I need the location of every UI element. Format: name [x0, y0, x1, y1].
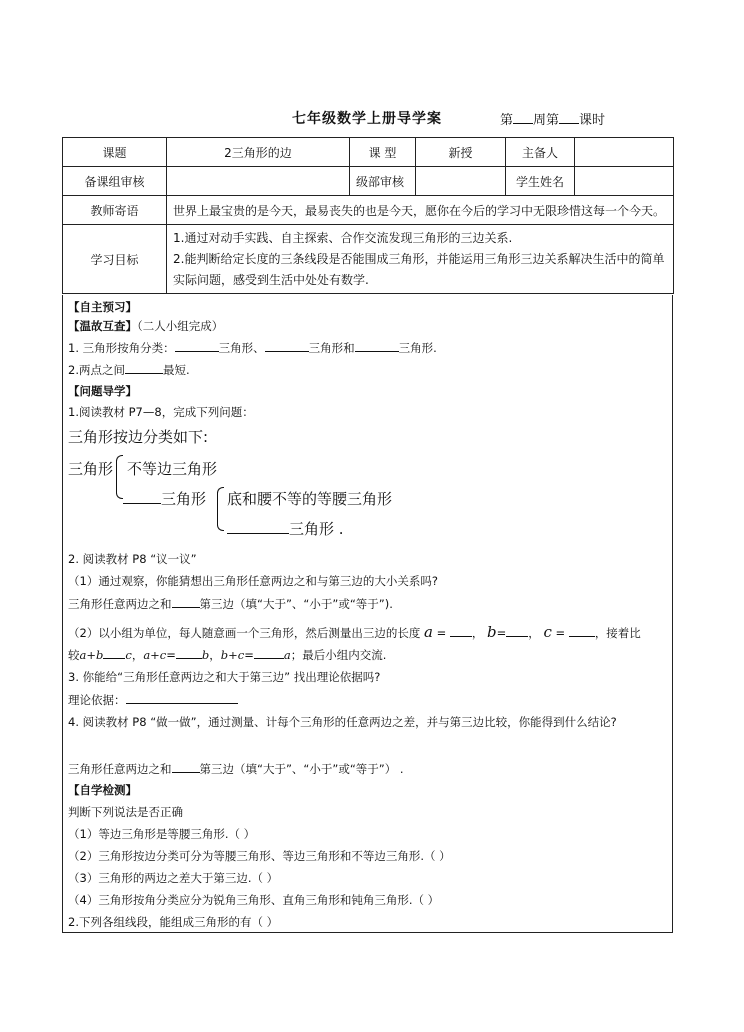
answer-blank[interactable] [172, 760, 200, 773]
section-guide: 【问题导学】 [68, 384, 137, 398]
question-5: 2.下列各组线段，能组成三角形的有（ ） [68, 915, 279, 929]
answer-blank[interactable] [175, 339, 219, 352]
section-preview: 【自主预习】 [68, 300, 137, 314]
goal-2: 2.能判断给定长度的三条线段是否能围成三角形，并能运用三角形三边关系解决生活中的简单实际问题，感受到生活中处处有数学. [173, 251, 665, 287]
measure-task: （2）以小组为单位，每人随意画一个三角形，然后测量出三边的长度 a = ， b= ， c = ，接着比 [68, 623, 641, 641]
question-4: 4. 阅读教材 P8 “做一做”，通过测量、计每个三角形的任意两边之差，并与第三边比较，你能得到什么结论? [68, 715, 617, 729]
dept-review-label: 级部审核 [350, 167, 416, 196]
judge-instruction: 判断下列说法是否正确 [68, 805, 183, 819]
type-value: 新授 [416, 138, 506, 167]
teacher-message: 世界上最宝贵的是今天，最易丧失的也是今天，愿你在今后的学习中无限珍惜这每一个今天。 [167, 196, 674, 225]
answer-blank[interactable] [126, 691, 238, 704]
review-value[interactable] [167, 167, 350, 196]
type-label: 课 型 [350, 138, 416, 167]
lesson-info-table [62, 137, 674, 294]
answer-blank[interactable] [254, 646, 284, 659]
judge-item-2: （2）三角形按边分类可分为等腰三角形、等边三角形和不等边三角形.（ ） [68, 849, 451, 863]
topic-label: 课题 [63, 138, 167, 167]
theory-basis: 理论依据： [68, 691, 238, 708]
class-isosceles-non-equal: 底和腰不等的等腰三角形 [227, 490, 393, 508]
teacher-message-label: 教师寄语 [63, 196, 167, 225]
reading-task-2: 2. 阅读教材 P8 “议一议” [68, 552, 197, 566]
answer-blank[interactable] [123, 491, 161, 504]
student-name-label: 学生姓名 [506, 167, 575, 196]
goal-1: 1.通过对动手实践、自主探索、合作交流发现三角形的三边关系. [173, 230, 513, 245]
answer-blank[interactable] [569, 624, 595, 637]
side-classification-title: 三角形按边分类如下: [68, 428, 209, 446]
answer-blank[interactable] [355, 339, 399, 352]
class-scalene: 不等边三角形 [127, 460, 218, 478]
brace-icon [217, 487, 224, 531]
week-lesson-field: 第 周第 课时 [500, 113, 606, 128]
answer-blank[interactable] [176, 646, 202, 659]
section-self-test: 【自学检测】 [68, 783, 137, 797]
dept-review-value[interactable] [416, 167, 506, 196]
question-3: 3. 你能给“三角形任意两边之和大于第三边” 找出理论依据吗? [68, 670, 381, 684]
page-title: 七年级数学上册导学案 [292, 111, 442, 127]
study-content [62, 295, 673, 933]
observe-question: （1）通过观察，你能猜想出三角形任意两边之和与第三边的大小关系吗? [68, 574, 438, 588]
answer-blank[interactable] [227, 521, 289, 534]
answer-blank[interactable] [125, 361, 163, 374]
answer-blank[interactable] [103, 646, 125, 659]
class-equilateral: 三角形 . [227, 518, 344, 539]
answer-blank[interactable] [172, 595, 200, 608]
student-name-value[interactable] [575, 167, 674, 196]
learning-goals [167, 225, 674, 294]
topic-value: 2三角形的边 [167, 138, 350, 167]
class-isosceles: 三角形 [123, 488, 206, 509]
review-label: 备课组审核 [63, 167, 167, 196]
judge-item-4: （4）三角形按角分类应分为锐角三角形、直角三角形和钝角三角形.（ ） [68, 893, 440, 907]
compare-task: 较a+b c，a+c= b，b+c= a；最后小组内交流. [68, 648, 387, 662]
goals-label: 学习目标 [63, 225, 167, 294]
question-2: 2.两点之间 最短. [68, 363, 190, 377]
preparer-value[interactable] [575, 138, 674, 167]
preparer-label: 主备人 [506, 138, 575, 167]
reading-task-1: 1.阅读教材 P7—8，完成下列问题： [68, 405, 254, 419]
sum-conclusion: 三角形任意两边之和 第三边（填“大于”、“小于”或“等于”). [68, 597, 393, 611]
answer-blank[interactable] [450, 624, 472, 637]
classification-root: 三角形 [68, 460, 114, 478]
judge-item-1: （1）等边三角形是等腰三角形.（ ） [68, 827, 256, 841]
week-blank[interactable] [513, 111, 533, 124]
section-review: 【温故互查】（二人小组完成） [68, 319, 224, 333]
difference-conclusion: 三角形任意两边之和 第三边（填“大于”、“小于”或“等于”） . [68, 762, 404, 776]
brace-icon [116, 455, 123, 499]
judge-item-3: （3）三角形的两边之差大于第三边.（ ） [68, 871, 279, 885]
lesson-blank[interactable] [559, 111, 579, 124]
answer-blank[interactable] [506, 624, 528, 637]
answer-blank[interactable] [265, 339, 309, 352]
question-1: 1. 三角形按角分类： 三角形、 三角形和 三角形. [68, 341, 437, 355]
